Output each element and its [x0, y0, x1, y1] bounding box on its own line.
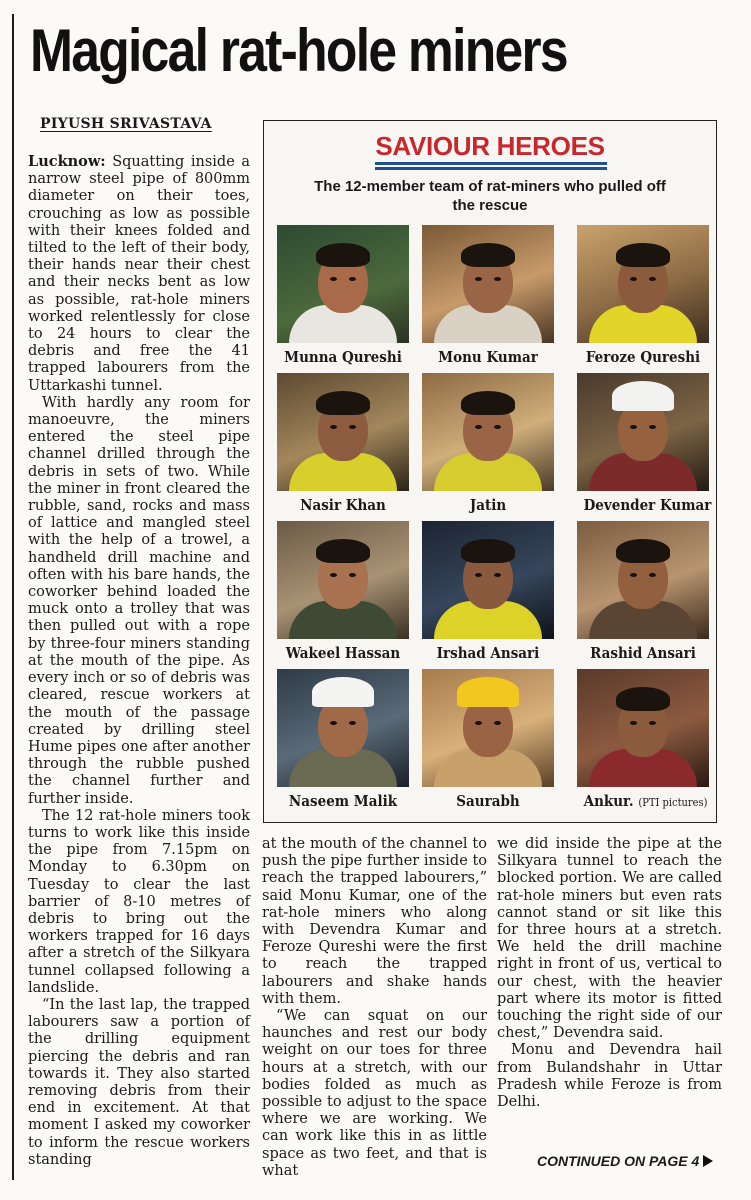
hero-name-text: Wakeel Hassan [285, 644, 401, 662]
article-paragraph: at the mouth of the channel to push the pipe further inside to reach the trapped labourers,” said Monu Kumar, one of the rat-hole miners who along with Devendra Kumar and Feroze Qureshi were the first to reach the trapped labourers and shake hands with them. [262, 836, 487, 1007]
article-column-3 [497, 836, 722, 1111]
hero-name-text: Jatin [469, 496, 507, 514]
hero-photo [422, 373, 554, 491]
byline: PIYUSH SRIVASTAVA [40, 116, 212, 132]
hero-name [429, 792, 548, 810]
hero-name [584, 348, 703, 366]
hero-name-text: Rashid Ansari [590, 644, 696, 662]
hero-name-text: Saurabh [456, 792, 520, 810]
hero-name-text: Munna Qureshi [284, 348, 402, 366]
article-paragraph: “In the last lap, the trapped labourers saw a portion of the drilling equipment piercing the debris and ran towards it. They also started removing debris from their end in excitement. At that moment I asked my coworker to inform the rescue workers standing [28, 996, 250, 1168]
hero-name-text: Devender Kumar [583, 496, 712, 514]
hero-card [577, 373, 712, 514]
hero-name [284, 644, 403, 662]
hero-name-text: Monu Kumar [438, 348, 538, 366]
hero-name [429, 644, 548, 662]
hero-name-text: Feroze Qureshi [585, 348, 701, 366]
hero-card [577, 669, 709, 810]
sidebar-title: SAVIOUR HEROES [375, 131, 605, 161]
hero-card [277, 521, 409, 662]
hero-photo [277, 225, 409, 343]
left-column-rule [12, 14, 14, 1180]
paragraph-text: Squatting inside a narrow steel pipe of 800mm diameter on their toes, crouching as low as possible with their knees folded and tilted to the left of their body, their hands near their chest and their necks bent as low as possible, rat-hole miners worked relentlessly for close to 24 hours to clear the debris and free the 41 trapped labourers from the Uttarkashi tunnel. [28, 154, 250, 394]
hero-photo [422, 521, 554, 639]
hero-card [277, 669, 409, 810]
hero-card [277, 373, 409, 514]
hero-name [584, 644, 703, 662]
hero-photo [277, 669, 409, 787]
hero-name [429, 496, 548, 514]
hero-name [284, 496, 403, 514]
play-arrow-icon [703, 1155, 713, 1167]
hero-name-text: Ankur. [583, 792, 634, 810]
hero-photo [577, 669, 709, 787]
title-underline [375, 167, 607, 170]
photo-credit: (PTI pictures) [638, 796, 708, 809]
hero-card [422, 521, 554, 662]
hero-card [422, 225, 554, 366]
article-column-2 [262, 836, 487, 1180]
article-column-1 [28, 153, 250, 1169]
article-paragraph [28, 153, 250, 395]
article-paragraph: “We can squat on our haunches and rest our body weight on our toes for three hours at a stretch, with our bodies folded as much as possible to adjust to the space where we are working. We can work like this in as little space as two feet, and that is what [262, 1008, 487, 1179]
hero-name-text: Irshad Ansari [436, 644, 540, 662]
article-paragraph: With hardly any room for manoeuvre, the miners entered the steel pipe channel drilled through the debris in sets of two. While the miner in front cleared the rubble, sand, rocks and mass of lattice and mangled steel with the help of a trowel, a handheld drill machine and often with his bare hands, the coworker behind loaded the muck onto a trolley that was then pulled out with a rope by three-four miners standing at the mouth of the pipe. As every inch or so of debris was cleared, rescue workers at the mouth of the passage created by drilling steel Hume pipes one after another through the rubble pushed the channel further and further inside. [28, 394, 250, 807]
hero-name [583, 792, 708, 810]
hero-name [284, 348, 403, 366]
hero-card [422, 669, 554, 810]
article-paragraph: we did inside the pipe at the Silkyara tunnel to reach the blocked portion. We are called rat-hole miners but even rats cannot stand or sit like this for three hours at a stretch. We held the drill machine right in front of us, vertical to our chest, with the heavier part where its motor is fitted touching the right side of our chest,” Devendra said. [497, 836, 722, 1042]
saviour-heroes-box [263, 120, 717, 823]
article-paragraph: Monu and Devendra hail from Bulandshahr in Uttar Pradesh while Feroze is from Delhi. [497, 1042, 722, 1111]
continued-label: CONTINUED ON PAGE 4 [537, 1153, 700, 1169]
hero-card [422, 373, 554, 514]
headline: Magical rat-hole miners [30, 17, 567, 84]
hero-photo [277, 521, 409, 639]
hero-photo [422, 225, 554, 343]
hero-photo [577, 521, 709, 639]
hero-card [277, 225, 409, 366]
sidebar-subtitle: The 12-member team of rat-miners who pulled off the rescue [314, 178, 666, 214]
title-underline [375, 162, 607, 165]
hero-name [429, 348, 548, 366]
hero-card [577, 521, 709, 662]
dateline: Lucknow: [28, 153, 106, 170]
article-paragraph: The 12 rat-hole miners took turns to work like this inside the pipe from 7.15pm on Monday to 6.30pm on Tuesday to clear the last barrier of 8-10 metres of debris to bring out the workers trapped for 16 days after a stretch of the Silkyara tunnel collapsed following a landslide. [28, 807, 250, 996]
hero-photo [577, 225, 709, 343]
hero-photo [277, 373, 409, 491]
continued-on-page[interactable] [537, 1153, 713, 1169]
hero-photo [422, 669, 554, 787]
hero-name-text: Nasir Khan [300, 496, 386, 514]
hero-card [577, 225, 709, 366]
hero-name [583, 496, 712, 514]
hero-name [284, 792, 403, 810]
hero-photo [577, 373, 709, 491]
hero-name-text: Naseem Malik [288, 792, 398, 810]
